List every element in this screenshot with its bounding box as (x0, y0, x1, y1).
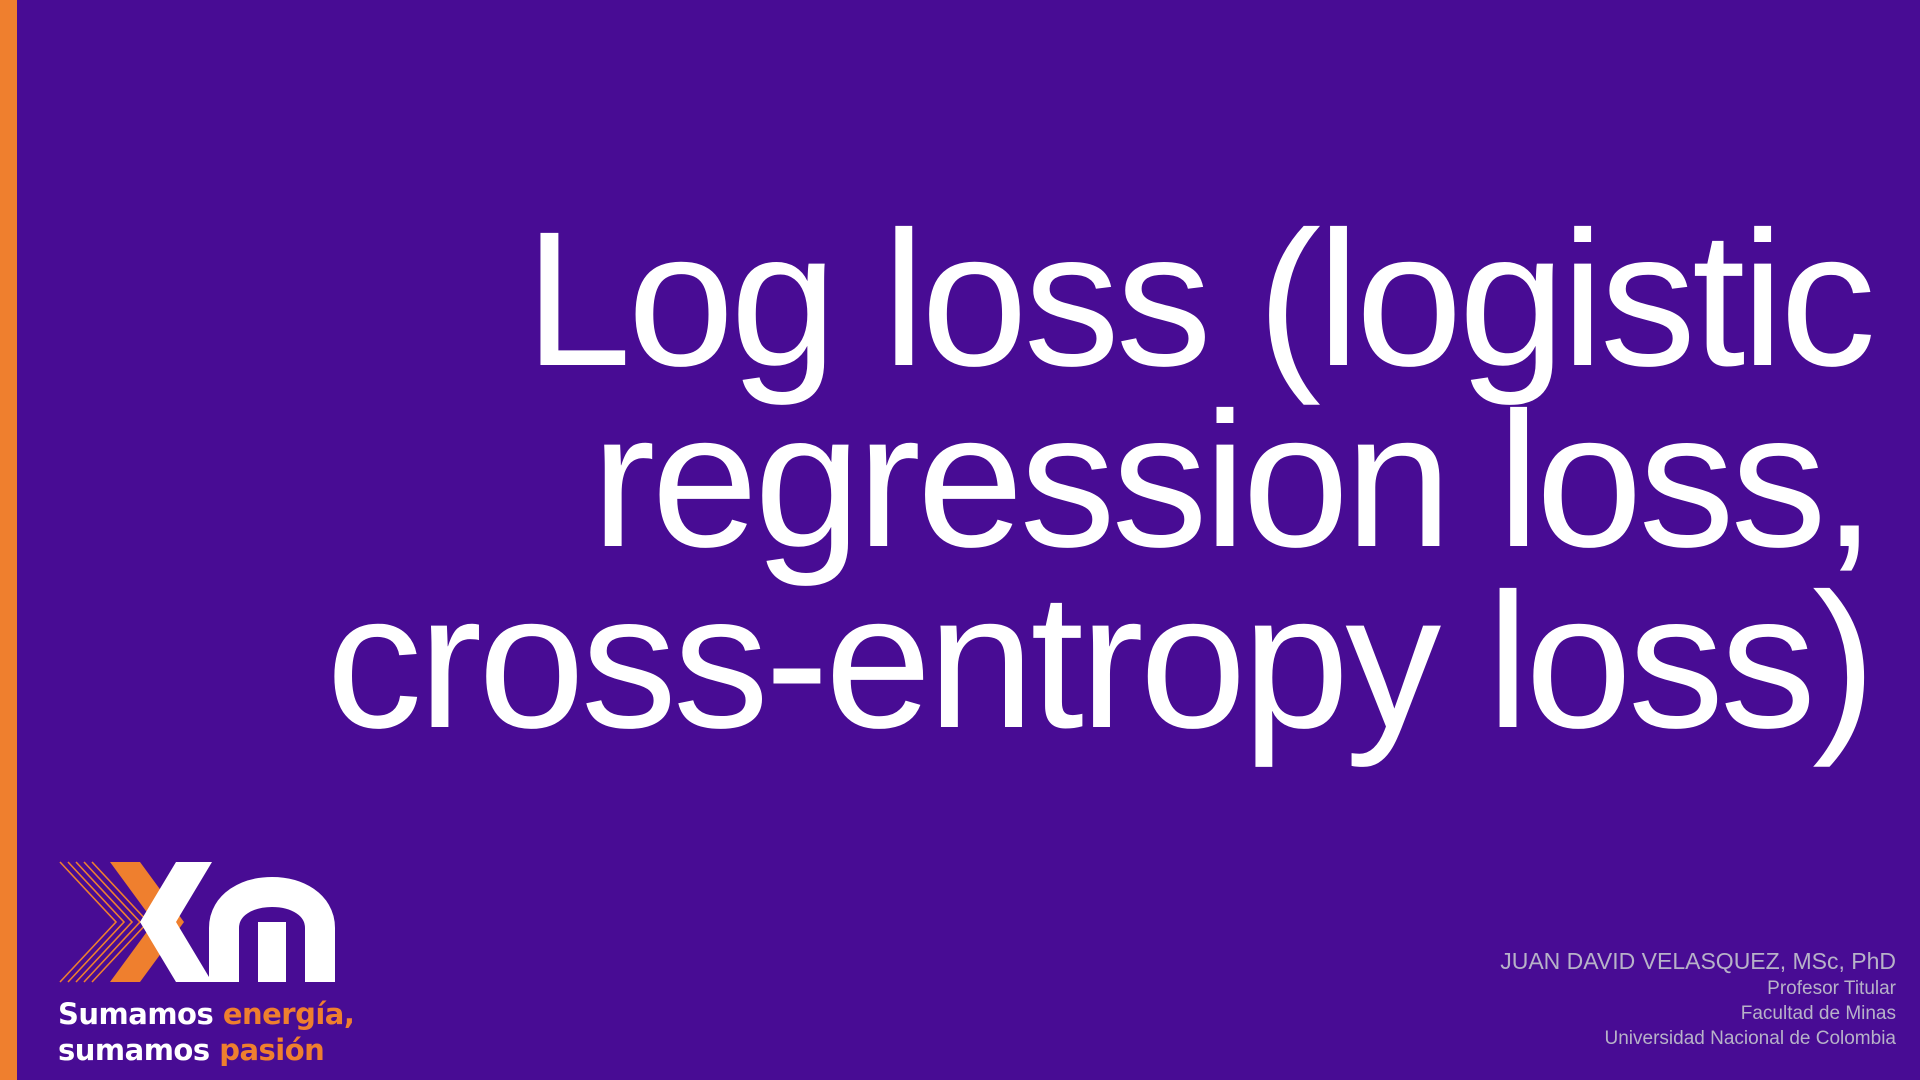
logo-slogan (58, 996, 354, 1068)
title-line-1: Log loss (logistic (524, 191, 1872, 406)
xm-logo (58, 858, 378, 1068)
slogan-line-1 (58, 996, 354, 1032)
slogan-line-1-white: Sumamos (58, 997, 223, 1031)
slogan-line-2-white: sumamos (58, 1033, 220, 1067)
title-line-3: cross-entropy loss) (326, 553, 1872, 768)
author-name: JUAN DAVID VELASQUEZ, MSc, PhD (1500, 948, 1896, 974)
slogan-line-1-orange: energía, (222, 997, 355, 1031)
slogan-line-2 (58, 1032, 354, 1068)
xm-logo-mark (58, 858, 368, 988)
author-university: Universidad Nacional de Colombia (1604, 1028, 1896, 1049)
author-faculty: Facultad de Minas (1740, 1003, 1896, 1024)
author-position: Profesor Titular (1767, 978, 1896, 999)
author-block (1500, 946, 1896, 1051)
slogan-line-2-orange: pasión (219, 1033, 325, 1067)
title-line-2: regression loss, (591, 372, 1872, 587)
slide-title (272, 191, 1872, 768)
accent-bar (0, 0, 17, 1080)
